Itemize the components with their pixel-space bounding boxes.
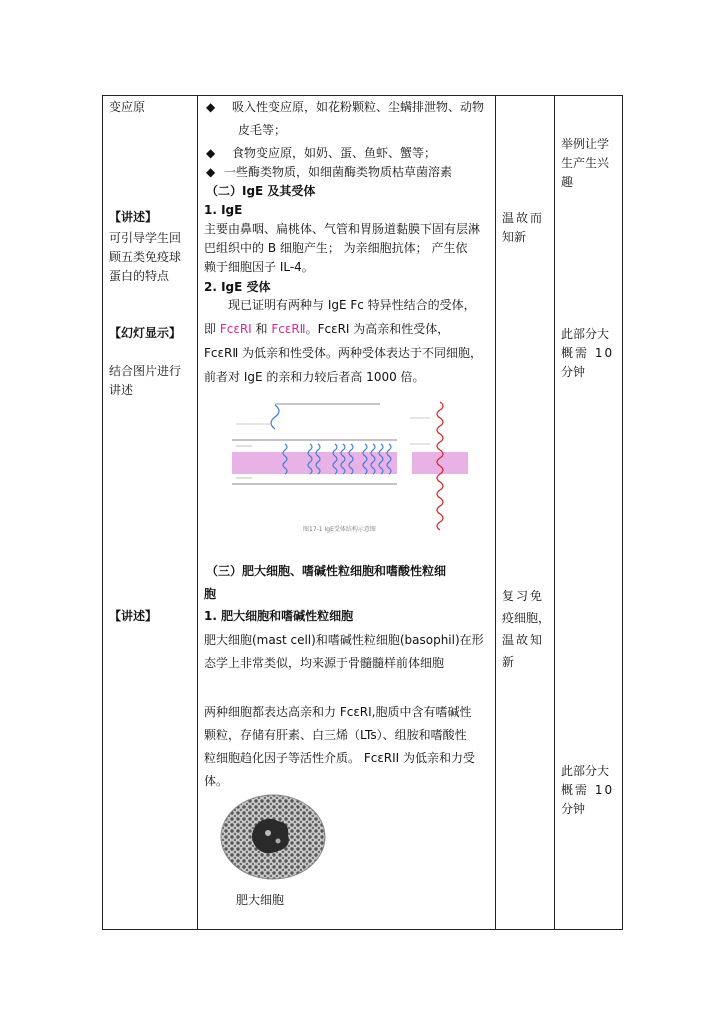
explain-line: 蛋白的特点 [109, 269, 170, 283]
slide-line: 讲述 [109, 383, 134, 397]
intent-line: 温故知 [502, 633, 545, 647]
intent-line: 复习免 [502, 589, 545, 603]
bullet-line: 吸入性变应原，如花粉颗粒、尘螨排泄物、动物 [232, 100, 485, 114]
subsection-title: 2. IgE 受体 [204, 280, 271, 294]
bullet-symbol: ◆ [206, 146, 216, 160]
note-line: 概需 10 [561, 783, 615, 797]
subsection-title: 1. IgE [204, 203, 243, 217]
subsection-title: 1. 肥大细胞和嗜碱性粒细胞 [204, 609, 354, 623]
body-line: 粒细胞趋化因子等活性介质。 FcεRII 为低亲和力受 [204, 751, 476, 765]
slide-line: 结合图片进行 [109, 364, 182, 378]
slide-tag: 【幻灯显示】 [109, 326, 182, 340]
body-line: 颗粒，存储有肝素、白三烯（LTs）、组胺和嗜酸性 [204, 728, 467, 742]
cell-nucleus [252, 819, 289, 854]
section-title: （二）IgE 及其受体 [206, 184, 316, 198]
bullet-line: 皮毛等； [238, 123, 287, 137]
bullet-symbol: ◆ [206, 165, 216, 179]
note-line: 生产生兴 [561, 156, 610, 170]
note-line: 分钟 [561, 802, 586, 816]
body-line: FcεRⅡ 为低亲和性受体。两种受体表达于不同细胞， [204, 346, 483, 360]
section-title: （三）肥大细胞、嗜碱性粒细胞和嗜酸性粒细 [206, 564, 447, 578]
note-line: 举例让学 [561, 137, 610, 151]
body-line: 即 FcεRⅠ 和 FcεRⅡ。FcεRⅠ 为高亲和性受体， [204, 322, 450, 336]
explain-line: 顾五类免疫球 [109, 250, 182, 264]
note-line: 分钟 [561, 365, 586, 379]
body-line: 两种细胞都表达高亲和力 FcεRI,胞质中含有嗜碱性 [204, 705, 472, 719]
explain-line: 可引导学生回 [109, 231, 182, 245]
bullet-line: 一些酶类物质，如细菌酶类物质枯草菌溶素 [224, 165, 453, 179]
explain-tag: 【讲述】 [109, 609, 158, 623]
content-column [198, 96, 495, 929]
body-line: 前者对 IgE 的亲和力较后者高 1000 倍。 [204, 370, 425, 384]
explain-tag: 【讲述】 [109, 210, 158, 224]
figure-caption: 图17-1 IgE受体结构示意图 [303, 526, 376, 533]
body-line: 体。 [204, 774, 229, 788]
section-title: 胞 [204, 587, 217, 601]
note-line: 概需 10 [561, 346, 615, 360]
body-line: 现已证明有两种与 IgE Fc 特异性结合的受体， [228, 298, 476, 312]
activity-column [103, 96, 197, 929]
bullet-symbol: ◆ [206, 100, 216, 114]
bullet-line: 食物变应原，如奶、蛋、鱼虾、蟹等； [232, 146, 437, 160]
ige-binding-domain [271, 405, 279, 429]
ige-receptor-figure [230, 394, 470, 534]
body-line: 态学上非常类似，均来源于骨髓髓样前体细胞 [204, 656, 445, 670]
lesson-plan-table [102, 95, 623, 930]
body-line: 主要由鼻咽、扁桃体、气管和胃肠道黏膜下固有层淋 [204, 222, 481, 236]
note-line: 此部分大 [561, 764, 610, 778]
intent-line: 疫细胞， [502, 611, 551, 625]
image-caption: 肥大细胞 [236, 893, 285, 907]
body-line: 赖于细胞因子 IL-4。 [204, 260, 314, 274]
intent-line: 新 [502, 655, 515, 669]
note-line: 此部分大 [561, 327, 610, 341]
intent-column [496, 96, 554, 929]
notes-column [555, 96, 624, 929]
cell-membrane [412, 452, 468, 474]
body-line: 巴组织中的 B 细胞产生； 为亲细胞抗体； 产生依 [204, 241, 468, 255]
receptor-high: FcεRⅠ [219, 322, 252, 336]
receptor-low: FcεRⅡ [271, 322, 306, 336]
intent-line: 知新 [502, 230, 527, 244]
note-line: 趣 [561, 175, 574, 189]
mast-cell-image [218, 793, 328, 881]
intent-line: 温故而 [502, 211, 545, 225]
allergen-label: 变应原 [109, 100, 146, 114]
body-line: 肥大细胞(mast cell)和嗜碱性粒细胞(basophil)在形 [204, 633, 484, 647]
